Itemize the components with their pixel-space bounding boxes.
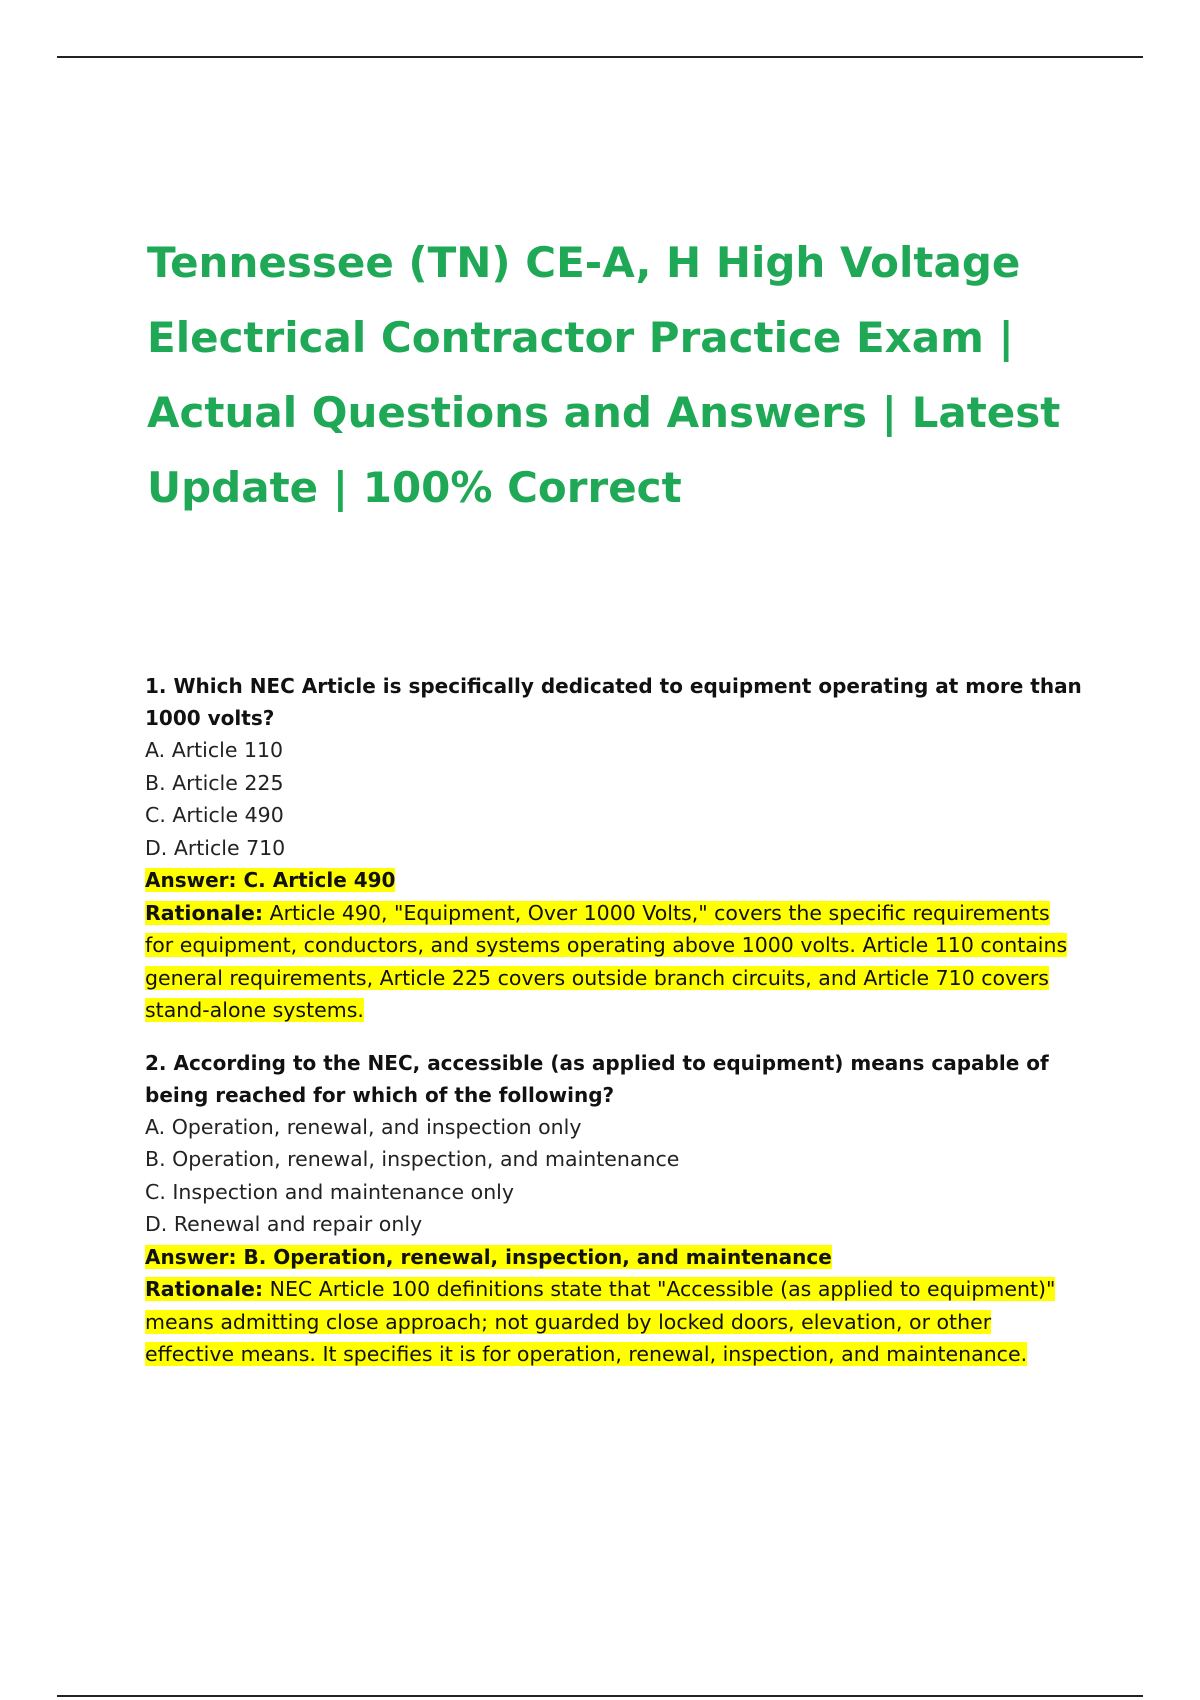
choice-list bbox=[145, 734, 1105, 864]
question-item-1 bbox=[145, 670, 1105, 1027]
answer-text: Answer: C. Article 490 bbox=[145, 868, 396, 892]
footer-rule bbox=[57, 1695, 1143, 1697]
question-list bbox=[145, 670, 1105, 1391]
choice-d: D. Renewal and repair only bbox=[145, 1212, 423, 1236]
answer bbox=[145, 1241, 1105, 1274]
question-item-2 bbox=[145, 1047, 1105, 1371]
choice-c: C. Article 490 bbox=[145, 803, 284, 827]
rationale bbox=[145, 897, 1075, 1027]
answer bbox=[145, 864, 1105, 897]
choice-list bbox=[145, 1111, 1105, 1241]
answer-text: Answer: B. Operation, renewal, inspection, and maintenance bbox=[145, 1244, 832, 1269]
rationale-label: Rationale: bbox=[145, 900, 264, 925]
question-text: 1. Which NEC Article is specifically dedicated to equipment operating at more than 1000 volts? bbox=[145, 674, 1082, 730]
rationale-text: NEC Article 100 definitions state that "Accessible (as applied to equipment)" means admitting close approach; not guarded by locked doors, elevation, or other effective means. It specifies it is for operation, renewal, inspection, and maintenance. bbox=[145, 1277, 1056, 1366]
choice-a: A. Article 110 bbox=[145, 738, 284, 762]
rationale-text: Article 490, "Equipment, Over 1000 Volts," covers the specific requirements for equipment, conductors, and systems operating above 1000 volts. Article 110 contains general requirements, Article 225 covers outside branch circuits, and Article 710 covers stand-alone systems. bbox=[145, 900, 1068, 1022]
question-text: 2. According to the NEC, accessible (as applied to equipment) means capable of being reached for which of the following? bbox=[145, 1050, 1049, 1107]
rationale bbox=[145, 1273, 1075, 1371]
choice-b: B. Operation, renewal, inspection, and maintenance bbox=[145, 1147, 680, 1171]
choice-b: B. Article 225 bbox=[145, 770, 284, 795]
choice-a: A. Operation, renewal, and inspection only bbox=[145, 1114, 582, 1139]
header-rule bbox=[57, 56, 1143, 58]
document-title: Tennessee (TN) CE-A, H High Voltage Electrical Contractor Practice Exam | Actual Questions and Answers | Latest Update | 100% Correct bbox=[147, 238, 1061, 512]
rationale-label: Rationale: bbox=[145, 1277, 264, 1301]
choice-c: C. Inspection and maintenance only bbox=[145, 1179, 515, 1204]
choice-d: D. Article 710 bbox=[145, 835, 286, 860]
